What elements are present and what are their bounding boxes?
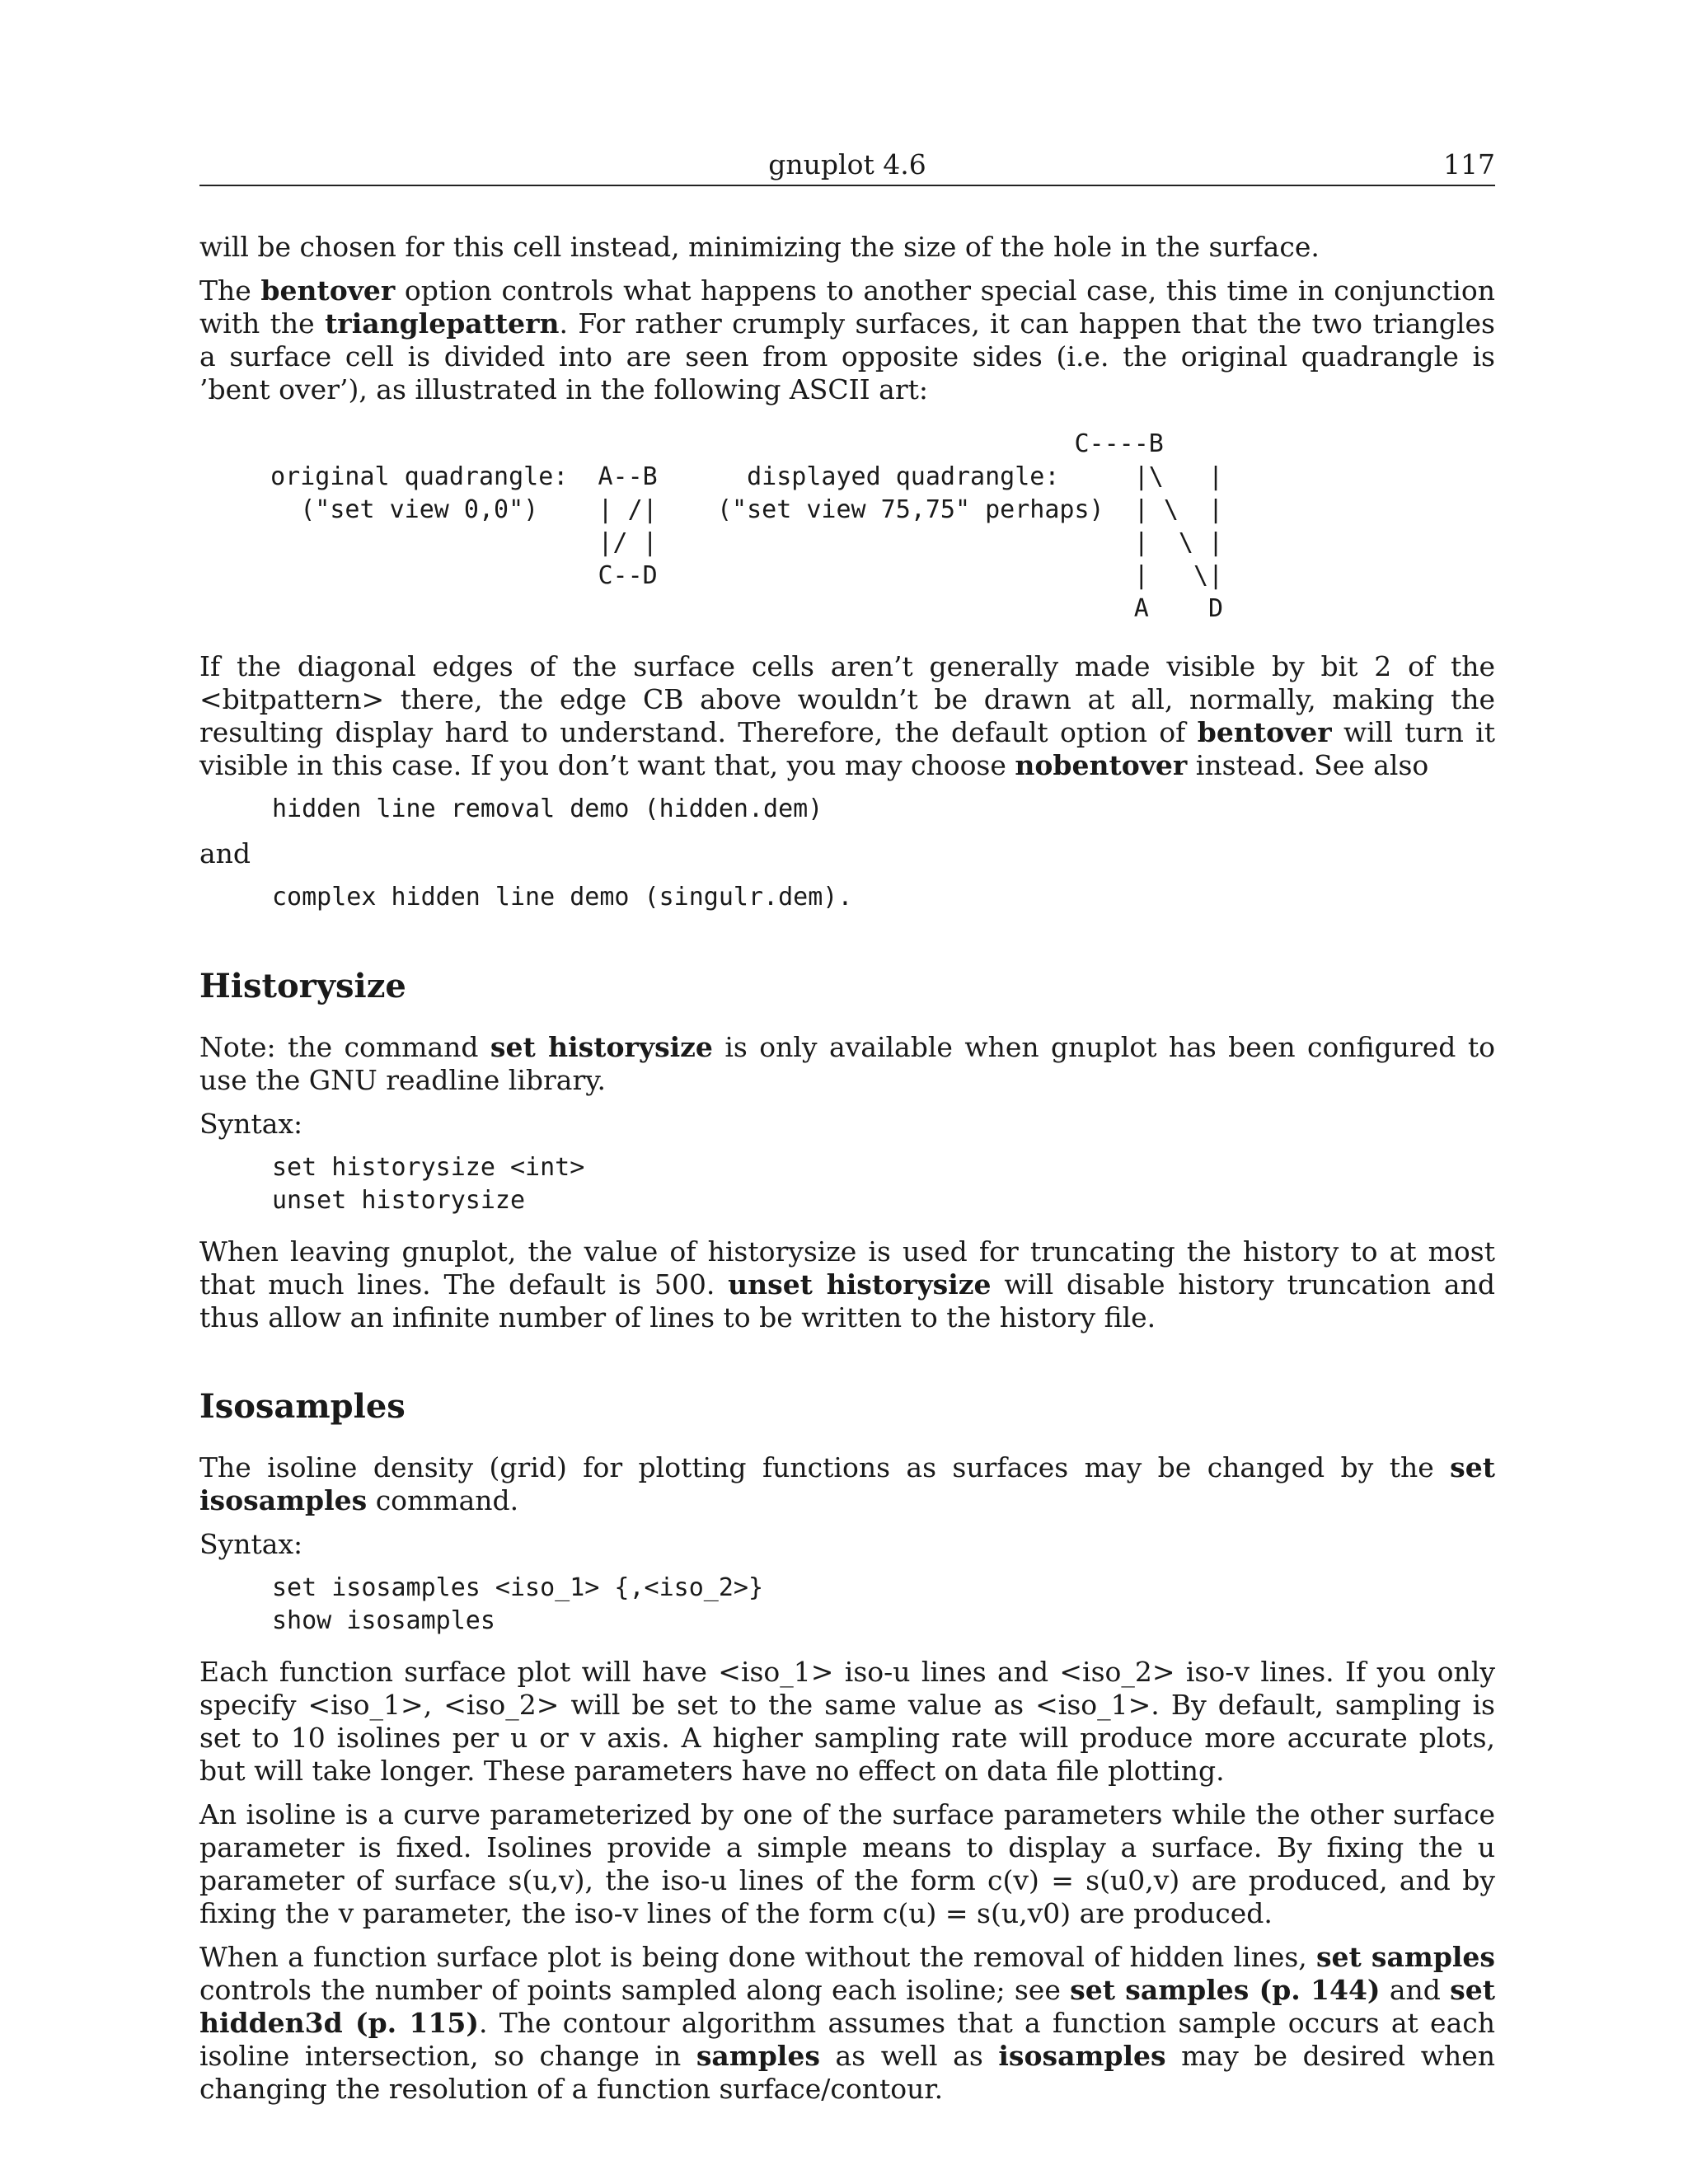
paragraph-diagonal-edges [199,650,1495,782]
text-run: may be desired when changing the resolution of a function surface/contour. [199,2040,1496,2105]
historysize-syntax-code: set historysize <int> unset historysize [272,1153,585,1215]
text-run: When a function surface plot is being done without the removal of hidden lines, [199,1941,1316,1973]
cross-reference: set hidden3d (p. 115) [199,1974,1495,2039]
section-heading-isosamples: Isosamples [199,1387,406,1426]
historysize-note [199,1031,1495,1097]
text-run: instead. See also [1187,749,1429,781]
bold-term: samples [696,2040,820,2072]
historysize-description [199,1235,1495,1334]
cross-reference: set samples (p. 144) [1070,1974,1381,2006]
text-run: option controls what happens to another special case, this time in conjunction with the [199,274,1495,340]
text-run: The [199,274,261,307]
bold-term: set isosamples [199,1451,1495,1516]
bold-term: set historysize [490,1031,713,1063]
paragraph-continuation: will be chosen for this cell instead, minimizing the size of the hole in the surface. [199,231,1320,263]
text-run: as well as [819,2040,999,2072]
text-run: will turn it visible in this case. If you don’t want that, you may choose [199,716,1495,781]
running-title: gnuplot 4.6 [768,148,926,180]
code-example-singulr-demo: complex hidden line demo (singulr.dem). [272,883,853,912]
text-run: will disable history truncation and thus allow an infinite number of lines to be written to the history file. [199,1268,1495,1333]
bold-term: trianglepattern [325,307,560,340]
text-run: and [1380,1974,1451,2006]
bold-term: isosamples [998,2040,1166,2072]
page-number: 117 [1443,148,1495,180]
text-run: controls the number of points sampled along each isoline; see [199,1974,1071,2006]
text-run: . The contour algorithm assumes that a function sample occurs at each isoline intersection, so change in [199,2007,1495,2072]
isosamples-paragraph-1: Each function surface plot will have <iso_1> iso-u lines and <iso_2> iso-v lines. If you only specify <iso_1>, <iso_2> will be set to the same value as <iso_1>. By default, sampling is set to 10 isolines per u or v axis. A higher sampling rate will produce more accurate plots, but will take longer. These parameters have no effect on data file plotting. [199,1656,1495,1787]
bold-term: unset historysize [728,1268,992,1301]
isosamples-syntax-code: set isosamples <iso_1> {,<iso_2>} show isosamples [272,1573,764,1635]
syntax-label: Syntax: [199,1108,303,1140]
bold-term: set samples [1315,1941,1495,1973]
code-example-hidden-demo: hidden line removal demo (hidden.dem) [272,794,823,823]
bold-term: bentover [1197,716,1332,748]
text-run: The isoline density (grid) for plotting functions as surfaces may be changed by the [199,1451,1451,1483]
text-run: is only available when gnuplot has been configured to use the GNU readline library. [199,1031,1495,1096]
and-text: and [199,837,251,869]
text-run: . For rather crumply surfaces, it can happen that the two triangles a surface cell is divided into are seen from opposite sides (i.e. the original quadrangle is ’bent over’), as illustrated in the following ASCII art: [199,307,1495,405]
text-run: command. [367,1484,519,1516]
ascii-art-figure: C----B original quadrangle: A--B displayed quadrangle: |\ | ("set view 0,0") | /| ("set view 75,75" perhaps) | \ | |/ | | \ | C--D | \| A D [270,429,1224,623]
text-run: If the diagonal edges of the surface cells aren’t generally made visible by bit 2 of the <bitpattern> there, the edge CB above wouldn’t be drawn at all, normally, making the resulting display hard to understand. Therefore, the default option of [199,650,1495,748]
syntax-label: Syntax: [199,1528,303,1560]
bold-term: nobentover [1015,749,1188,781]
paragraph-bentover [199,274,1495,406]
isosamples-paragraph-2: An isoline is a curve parameterized by one of the surface parameters while the other surface parameter is fixed. Isolines provide a simple means to display a surface. By fixing the u parameter of surface s(u,v), the iso-u lines of the form c(v) = s(u0,v) are produced, and by fixing the v parameter, the iso-v lines of the form c(u) = s(u,v0) are produced. [199,1798,1495,1929]
text-run: Note: the command [199,1031,490,1063]
isosamples-paragraph-3 [199,1941,1495,2106]
body-column [199,231,1495,2116]
page-header [199,148,1495,186]
isosamples-intro [199,1451,1495,1517]
text-run: When leaving gnuplot, the value of historysize is used for truncating the history to at most that much lines. The default is 500. [199,1235,1495,1301]
bold-term: bentover [260,274,396,307]
section-heading-historysize: Historysize [199,967,406,1005]
